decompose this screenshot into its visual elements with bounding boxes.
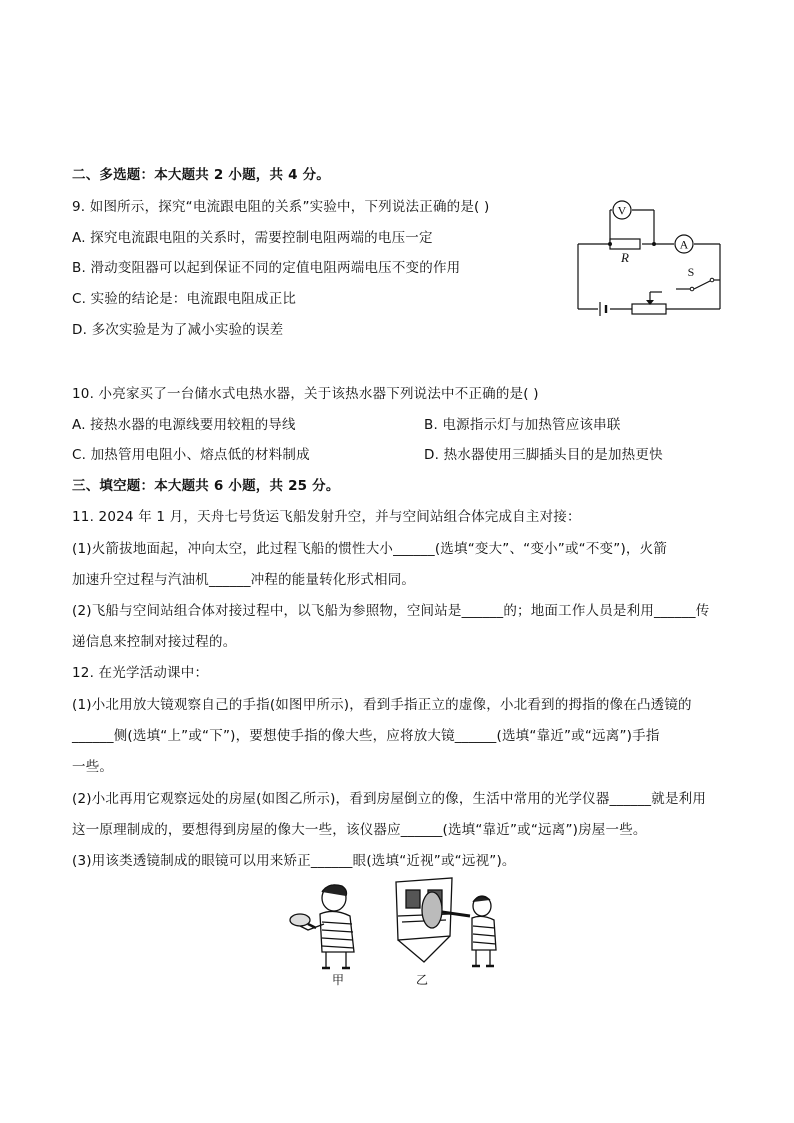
question-12-stem: 12. 在光学活动课中： (72, 665, 209, 681)
question-12-part-1-line-2: ______侧(选填“上”或“下”)，要想使手指的像大些，应将放大镜______(选填“靠近”或“远离”)手指 (72, 728, 660, 744)
question-12-part-1-line-3: 一些。 (72, 759, 114, 775)
battery-icon (600, 302, 606, 316)
rheostat-icon (632, 304, 666, 314)
question-10-option-d: D. 热水器使用三脚插头目的是加热更快 (424, 447, 663, 463)
question-10-option-b: B. 电源指示灯与加热管应该串联 (424, 417, 621, 433)
question-12-part-2-line-1: (2)小北再用它观察远处的房屋(如图乙所示)，看到房屋倒立的像，生活中常用的光学仪器______就是利用 (72, 791, 707, 807)
question-10-row-1 (72, 416, 621, 434)
question-11-part-1-line-2: 加速升空过程与汽油机______冲程的能量转化形式相同。 (72, 572, 416, 588)
question-9-option-c: C. 实验的结论是：电流跟电阻成正比 (72, 291, 297, 307)
figure-jia-magnifier-illustration (284, 880, 380, 972)
resistor-label: R (621, 250, 629, 265)
switch-icon (692, 280, 712, 289)
resistor-icon (610, 239, 640, 249)
question-11-part-2-line-2: 递信息来控制对接过程的。 (72, 634, 237, 650)
section-header-fill-in: 三、填空题：本大题共 6 小题，共 25 分。 (72, 478, 340, 494)
figure-jia-label: 甲 (332, 973, 345, 987)
question-10-option-c: C. 加热管用电阻小、熔点低的材料制成 (72, 447, 310, 463)
circuit-diagram (570, 196, 730, 320)
question-9-option-a: A. 探究电流跟电阻的关系时，需要控制电阻两端的电压一定 (72, 230, 433, 246)
switch-label: S (687, 265, 695, 279)
figure-yi-label: 乙 (416, 973, 429, 987)
question-11-part-1-line-1: (1)火箭拔地面起，冲向太空，此过程飞船的惯性大小______(选填“变大”、“变小”或“不变”)，火箭 (72, 541, 668, 557)
question-9-option-d: D. 多次实验是为了减小实验的误差 (72, 322, 284, 338)
ammeter-label: A (679, 237, 689, 252)
question-9-stem: 9. 如图所示，探究“电流跟电阻的关系”实验中，下列说法正确的是( ) (72, 199, 490, 215)
question-11-part-2-line-1: (2)飞船与空间站组合体对接过程中，以飞船为参照物，空间站是______的；地面工作人员是利用______传 (72, 603, 710, 619)
question-12-part-3-line-1: (3)用该类透镜制成的眼镜可以用来矫正______眼(选填“近视”或“远视”)。 (72, 853, 516, 869)
question-11-stem: 11. 2024 年 1 月，天舟七号货运飞船发射升空，并与空间站组合体完成自主对接： (72, 509, 581, 525)
question-12-part-1-line-1: (1)小北用放大镜观察自己的手指(如图甲所示)，看到手指正立的虚像，小北看到的拇指的像在凸透镜的 (72, 697, 692, 713)
question-10-row-2 (72, 446, 663, 464)
question-9-option-b: B. 滑动变阻器可以起到保证不同的定值电阻两端电压不变的作用 (72, 260, 461, 276)
question-10-stem: 10. 小亮家买了一台储水式电热水器，关于该热水器下列说法中不正确的是( ) (72, 386, 539, 402)
voltmeter-label: V (617, 203, 627, 218)
question-10-option-a: A. 接热水器的电源线要用较粗的导线 (72, 417, 296, 433)
section-header-multiple-choice: 二、多选题：本大题共 2 小题，共 4 分。 (72, 167, 330, 183)
figure-yi-house-illustration (390, 876, 510, 972)
question-12-part-2-line-2: 这一原理制成的，要想得到房屋的像大一些，该仪器应______(选填“靠近”或“远离”)房屋一些。 (72, 822, 647, 838)
